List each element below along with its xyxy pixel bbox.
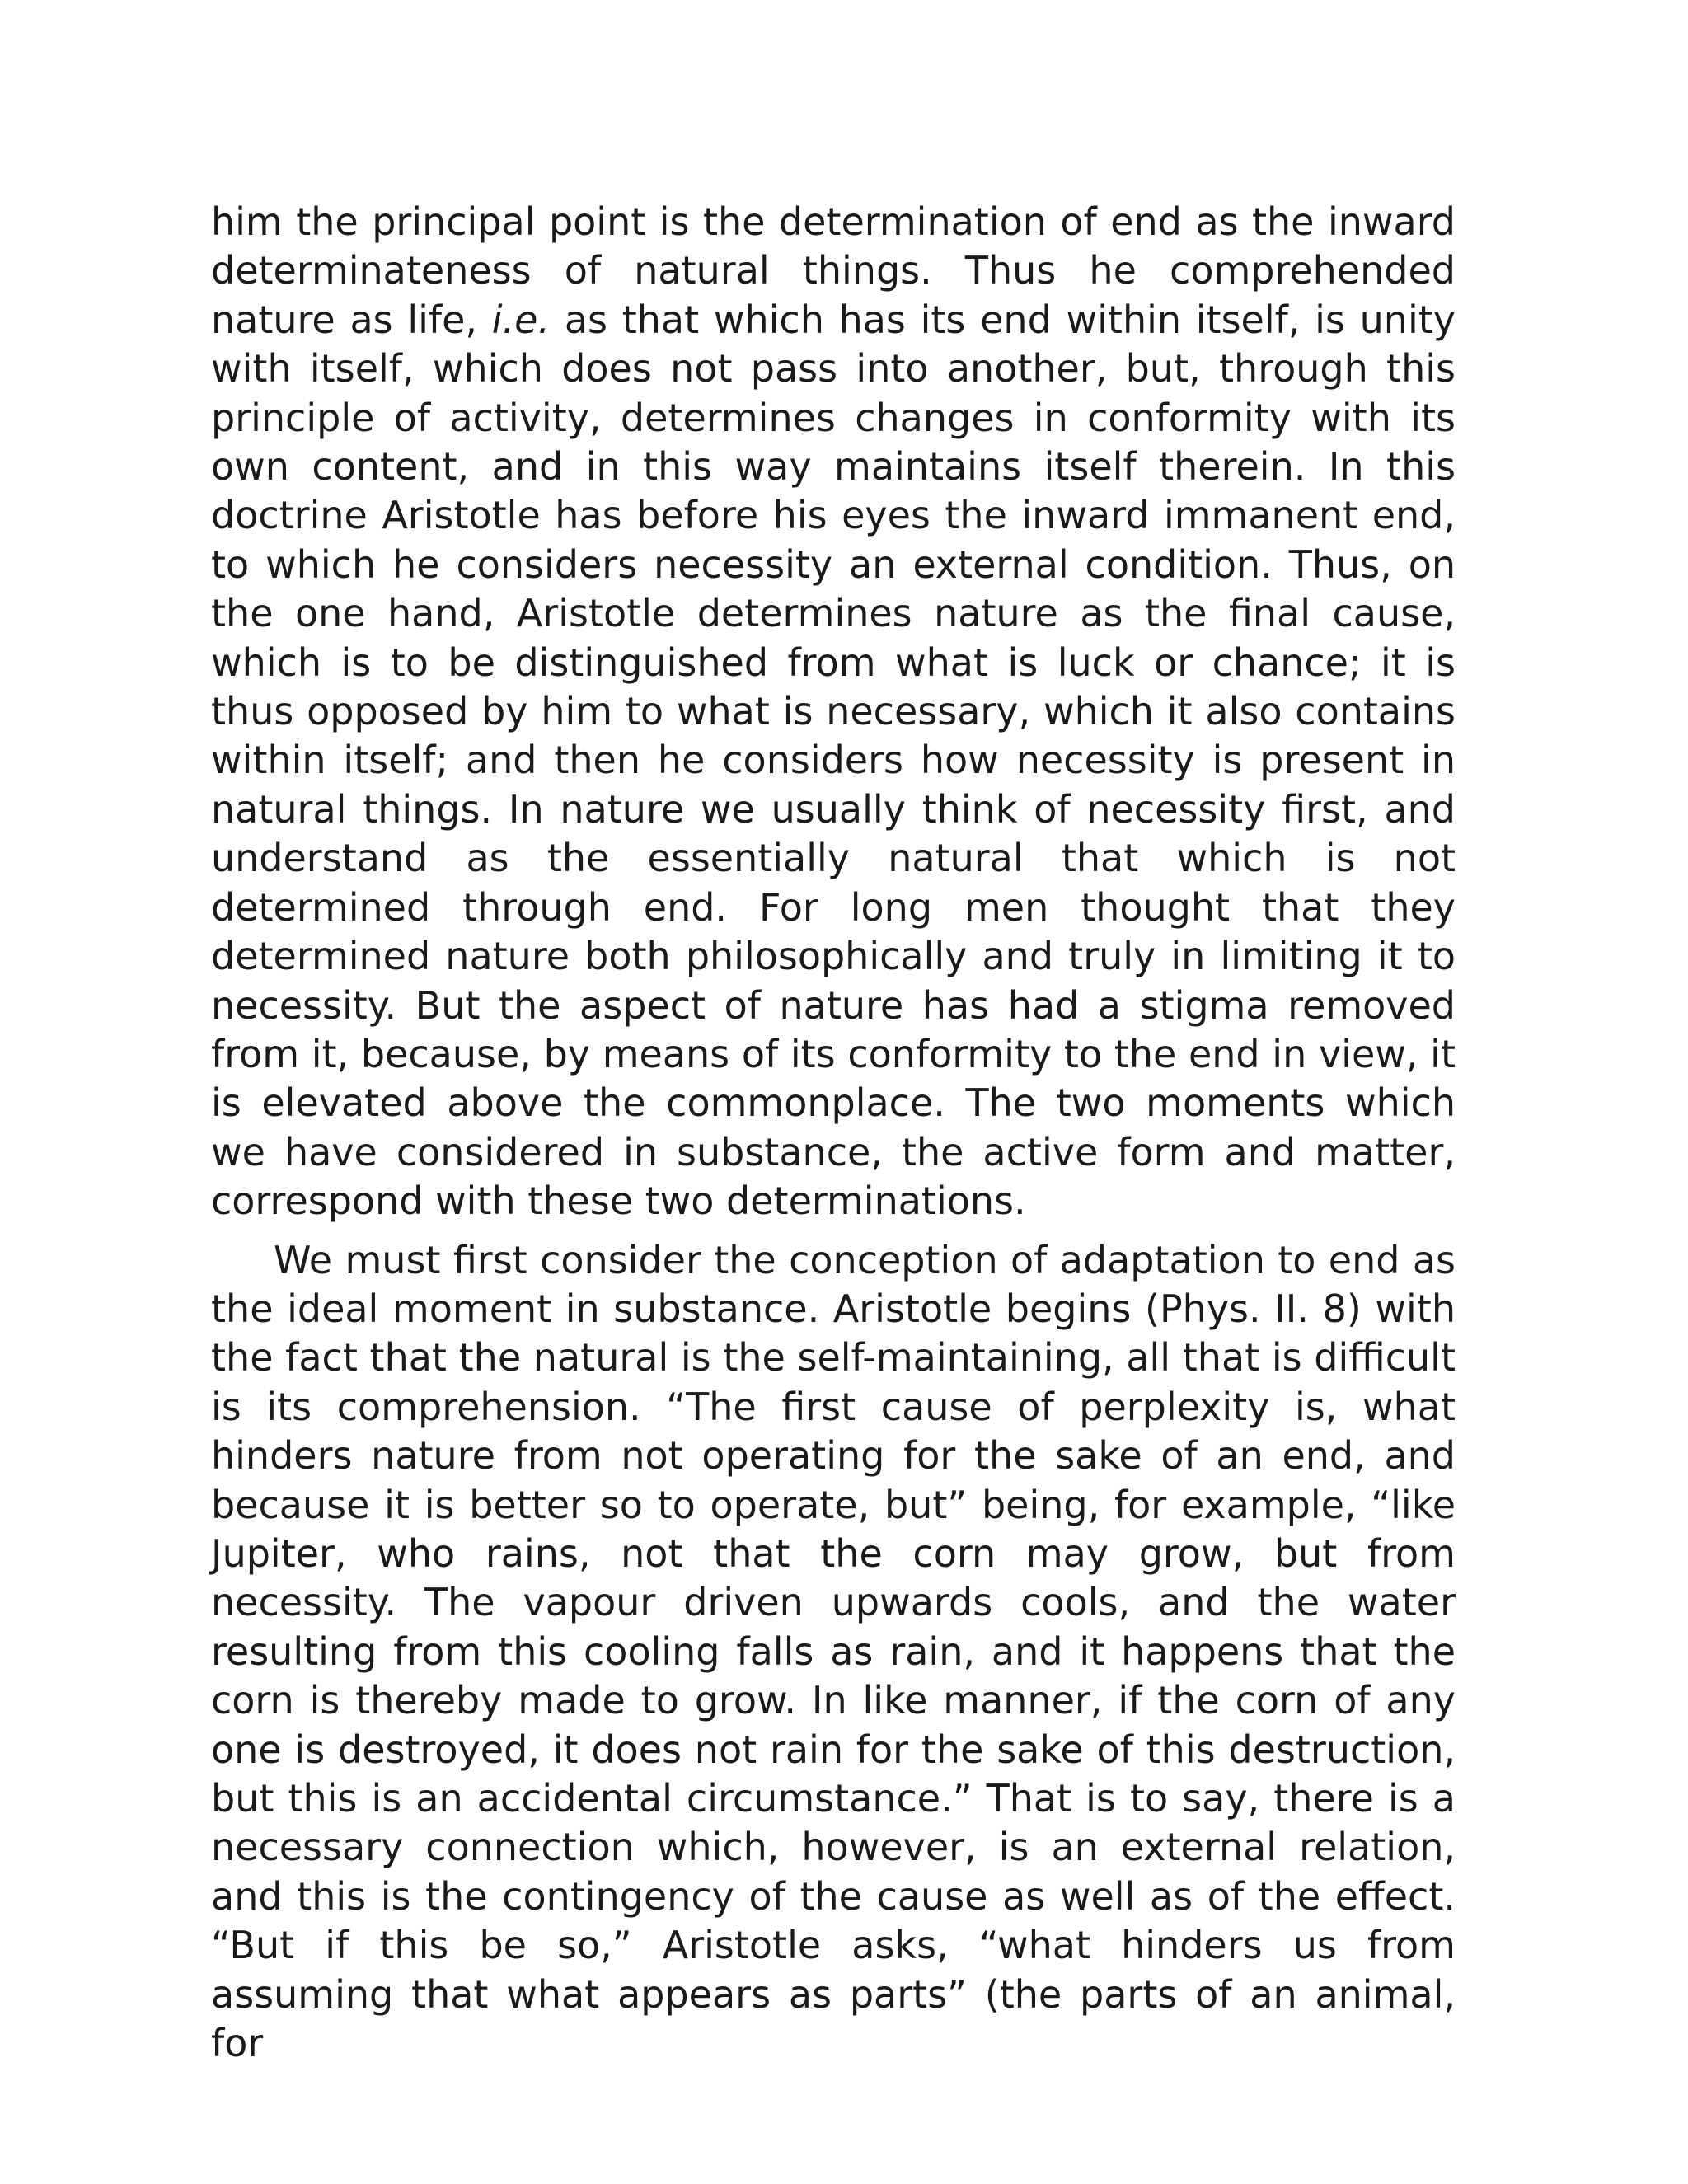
paragraph-1-italic-ie: i.e. <box>491 297 551 342</box>
paragraph-1-text-start: him the principal point is the determination of end as the inward determinateness of natural things. Thus he comprehended nature as life, <box>211 199 1456 342</box>
paragraph-2: We must first consider the conception of adaptation to end as the ideal moment in substance. Aristotle begins (Phys. II. 8) with the fact that the natural is the self-maintaining, all that is difficult is its comprehension. “The first cause of perplexity is, what hinders nature from not operating for the sake of an end, and because it is better so to operate, but” being, for example, “like Jupiter, who rains, not that the corn may grow, but from necessity. The vapour driven upwards cools, and the water resulting from this cooling falls as rain, and it happens that the corn is thereby made to grow. In like manner, if the corn of any one is destroyed, it does not rain for the sake of this destruction, but this is an accidental circumstance.” That is to say, there is a necessary connection which, however, is an external relation, and this is the contingency of the cause as well as of the effect. “But if this be so,” Aristotle asks, “what hinders us from assuming that what appears as parts” (the parts of an animal, for <box>211 1237 1456 2066</box>
paragraph-1 <box>211 198 1456 1226</box>
paragraph-1-text-end: as that which has its end within itself, is unity with itself, which does not pass into another, but, through this principle of activity, determines changes in conformity with its own content, and in this way maintains itself therein. In this doctrine Aristotle has before his eyes the inward immanent end, to which he considers necessity an external condition. Thus, on the one hand, Aristotle determines nature as the final cause, which is to be distinguished from what is luck or chance; it is thus opposed by him to what is necessary, which it also contains within itself; and then he considers how necessity is present in natural things. In nature we usually think of necessity first, and understand as the essentially natural that which is not determined through end. For long men thought that they determined nature both philosophically and truly in limiting it to necessity. But the aspect of nature has had a stigma removed from it, because, by means of its conformity to the end in view, it is elevated above the commonplace. The two moments which we have considered in substance, the active form and matter, correspond with these two determinations. <box>211 297 1456 1224</box>
document-page <box>211 198 1456 2068</box>
